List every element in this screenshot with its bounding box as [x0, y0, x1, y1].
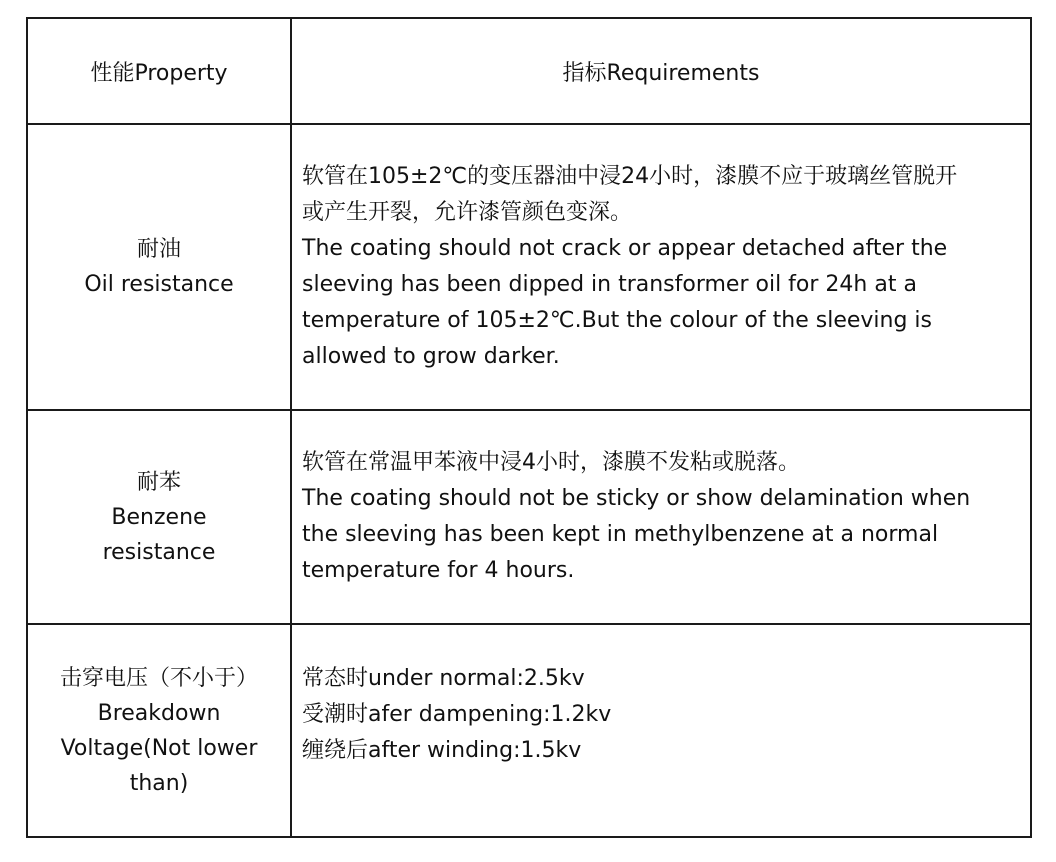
header-requirements: 指标Requirements — [291, 18, 1031, 124]
property-cell — [27, 410, 291, 624]
requirement-line: 软管在常温甲苯液中浸4小时，漆膜不发粘或脱落。 — [302, 450, 800, 475]
property-line: 击穿电压（不小于） — [59, 666, 258, 691]
property-line: Benzene — [111, 504, 207, 530]
property-line: 耐苯 — [136, 469, 181, 495]
header-property: 性能Property — [27, 18, 291, 124]
property-line: Oil resistance — [84, 272, 234, 297]
property-line: 耐油 — [136, 237, 181, 262]
requirements-table — [26, 17, 1032, 838]
property-line: resistance — [102, 539, 216, 565]
requirement-line: allowed to grow darker. — [302, 344, 560, 369]
requirement-line: 缠绕后after winding:1.5kv — [302, 738, 582, 763]
table-row-breakdown-voltage — [27, 624, 1031, 837]
property-line: Voltage(Not lower — [60, 736, 258, 761]
requirement-line: The coating should not crack or appear detached after the — [302, 236, 948, 261]
property-line: than) — [129, 771, 189, 796]
property-cell — [27, 624, 291, 837]
table-row-benzene-resistance — [27, 410, 1031, 624]
requirement-line: 受潮时afer dampening:1.2kv — [302, 702, 612, 727]
property-line: Breakdown — [97, 701, 221, 726]
requirement-line: The coating should not be sticky or show delamination when — [302, 486, 971, 511]
requirement-line: temperature of 105±2℃.But the colour of the sleeving is — [302, 308, 933, 333]
requirement-line: 软管在105±2℃的变压器油中浸24小时，漆膜不应于玻璃丝管脱开 — [302, 164, 958, 189]
table-header-row — [27, 18, 1031, 124]
property-cell — [27, 124, 291, 410]
requirement-line: temperature for 4 hours. — [302, 558, 575, 583]
requirement-line: sleeving has been dipped in transformer oil for 24h at a — [302, 272, 917, 297]
requirement-line: the sleeving has been kept in methylbenzene at a normal — [302, 522, 939, 547]
requirement-line: 或产生开裂，允许漆管颜色变深。 — [302, 200, 633, 225]
requirement-cell — [291, 124, 1031, 410]
requirement-cell — [291, 410, 1031, 624]
table-row-oil-resistance — [27, 124, 1031, 410]
requirement-line: 常态时under normal:2.5kv — [302, 666, 585, 691]
requirement-cell — [291, 624, 1031, 837]
